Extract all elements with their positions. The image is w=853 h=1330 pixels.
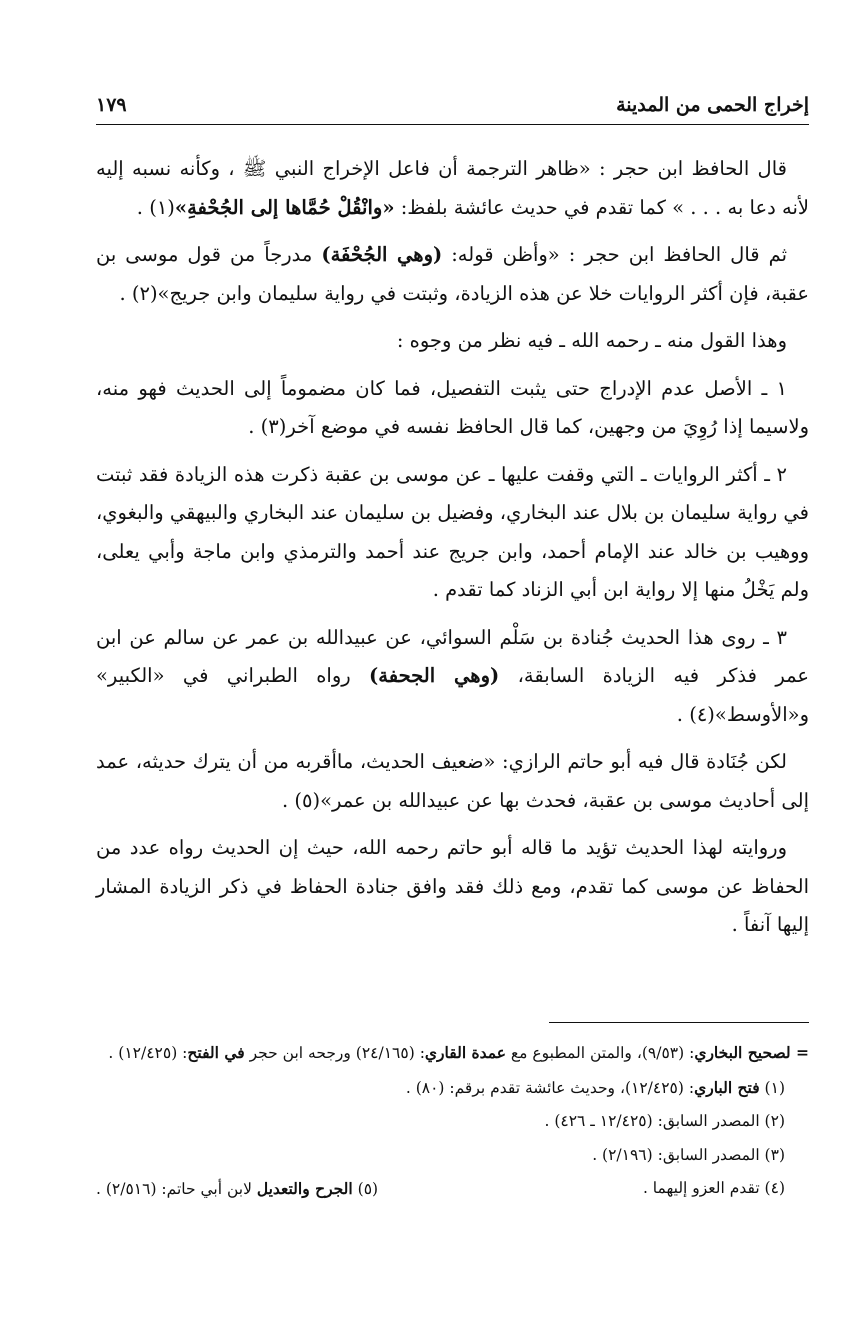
page-header: [96, 80, 809, 116]
paragraph-7: لكن جُنَادة قال فيه أبو حاتم الرازي: «ضعيف الحديث، ماأقربه من أن يترك حديثه، عمد إلى أحاديث موسى بن عقبة، فحدث بها عن عبيدالله بن عمر»(٥) .: [96, 750, 809, 812]
footnote-cont-title-2: عمدة القاري: [424, 1043, 506, 1062]
footnote-5-title: الجرح والتعديل: [256, 1179, 353, 1198]
footnote-row-4-5: [96, 1172, 809, 1207]
footnote-1: [96, 1071, 809, 1106]
paragraph-2: [96, 236, 809, 313]
footnote-1-marker: (١): [759, 1078, 785, 1097]
footnote-3: (٣) المصدر السابق: (٢/١٩٦) .: [592, 1145, 785, 1164]
header-divider: [96, 124, 809, 125]
footnote-5: [96, 1172, 378, 1207]
footnote-1-title: فتح الباري: [694, 1077, 760, 1097]
paragraph-1: [96, 150, 809, 227]
paragraph-6: [96, 619, 809, 735]
footnote-cont-text-1: : (٩/٥٣)، والمتن المطبوع مع: [506, 1044, 695, 1062]
footnote-1-text: : (١٢/٤٢٥)، وحديث عائشة تقدم برقم: (٨٠) .: [405, 1078, 695, 1097]
main-text: [96, 150, 809, 954]
paragraph-8: وروايته لهذا الحديث تؤيد ما قاله أبو حاتم رحمه الله، حيث إن الحديث رواه عدد من الحفاظ عن موسى كما تقدم، ومع ذلك فقد وافق جنادة الحفاظ في ذكر الزيادة المشار إليها آنفاً .: [96, 836, 809, 936]
footnote-cont-text-3: : (١٢/٤٢٥) .: [108, 1044, 188, 1062]
paragraph-1-text-a: قال الحافظ ابن حجر : «ظاهر الترجمة أن فاعل الإخراج النبي ﷺ ، وكأنه نسبه إليه لأنه دعا به . . . » كما تقدم في حديث عائشة بلفظ:: [96, 157, 809, 219]
footnotes: [96, 1036, 809, 1207]
page-number: ١٧٩: [96, 94, 127, 116]
paragraph-2-text-a: ثم قال الحافظ ابن حجر : «وأظن قوله:: [442, 243, 787, 266]
footnote-divider: [549, 1022, 809, 1023]
paragraph-2-quote: (وهي الجُحْفَة): [321, 243, 443, 266]
running-title: إخراج الحمى من المدينة: [616, 94, 809, 116]
footnote-cont-title-1: = لصحيح البخاري: [694, 1043, 809, 1062]
footnote-cont-title-3: في الفتح: [187, 1043, 245, 1062]
footnote-cont-text-2: : (٢٤/١٦٥) ورجحه ابن حجر: [244, 1044, 425, 1062]
paragraph-6-text-c: رواه الطبراني في «الكبير» و«الأوسط»(٤) .: [96, 664, 809, 726]
paragraph-4: ١ ـ الأصل عدم الإدراج حتى يثبت التفصيل، فما كان مضموماً إلى الحديث فهو منه، ولاسيما إذا رُوِيَ من وجهين، كما قال الحافظ نفسه في موضع آخر(٣) .: [96, 376, 809, 438]
paragraph-2-text-c: مدرجاً من قول موسى بن عقبة، فإن أكثر الروايات خلا عن هذه الزيادة، وثبتت في رواية سليمان وابن جريج»(٢) .: [96, 243, 809, 305]
paragraph-3: وهذا القول منه ـ رحمه الله ـ فيه نظر من وجوه :: [396, 329, 787, 352]
footnote-5-text: لابن أبي حاتم: (٢/٥١٦) .: [96, 1180, 257, 1198]
paragraph-6-quote: (وهي الجحفة): [369, 664, 500, 687]
footnote-continuation: [96, 1036, 809, 1071]
footnote-4: (٤) تقدم العزو إليهما .: [642, 1179, 785, 1197]
footnote-5-marker: (٥): [352, 1180, 379, 1198]
paragraph-5: ٢ ـ أكثر الروايات ـ التي وقفت عليها ـ عن موسى بن عقبة ذكرت هذه الزيادة فقد ثبتت في رواية سليمان بن بلال عند البخاري، وفضيل بن سليمان عند البخاري والبيهقي والبغوي، ووهيب بن خالد عند الإمام أحمد، وابن جريج عند أحمد والترمذي وابن ماجة وأبي يعلى، ولم يَخْلُ منها إلا رواية ابن أبي الزناد كما تقدم .: [96, 462, 809, 601]
paragraph-1-text-c: (١) .: [136, 195, 175, 219]
footnote-2: (٢) المصدر السابق: (١٢/٤٢٥ ـ ٤٢٦) .: [544, 1112, 785, 1130]
paragraph-1-quote: «وانْقُلْ حُمَّاها إلى الجُحْفةِ»: [174, 195, 395, 219]
paragraph-6-text-a: ٣ ـ روى هذا الحديث جُنادة بن سَلْم السوائي، عن عبيدالله بن عمر عن سالم عن ابن عمر فذكر فيه الزيادة السابقة،: [96, 625, 809, 687]
